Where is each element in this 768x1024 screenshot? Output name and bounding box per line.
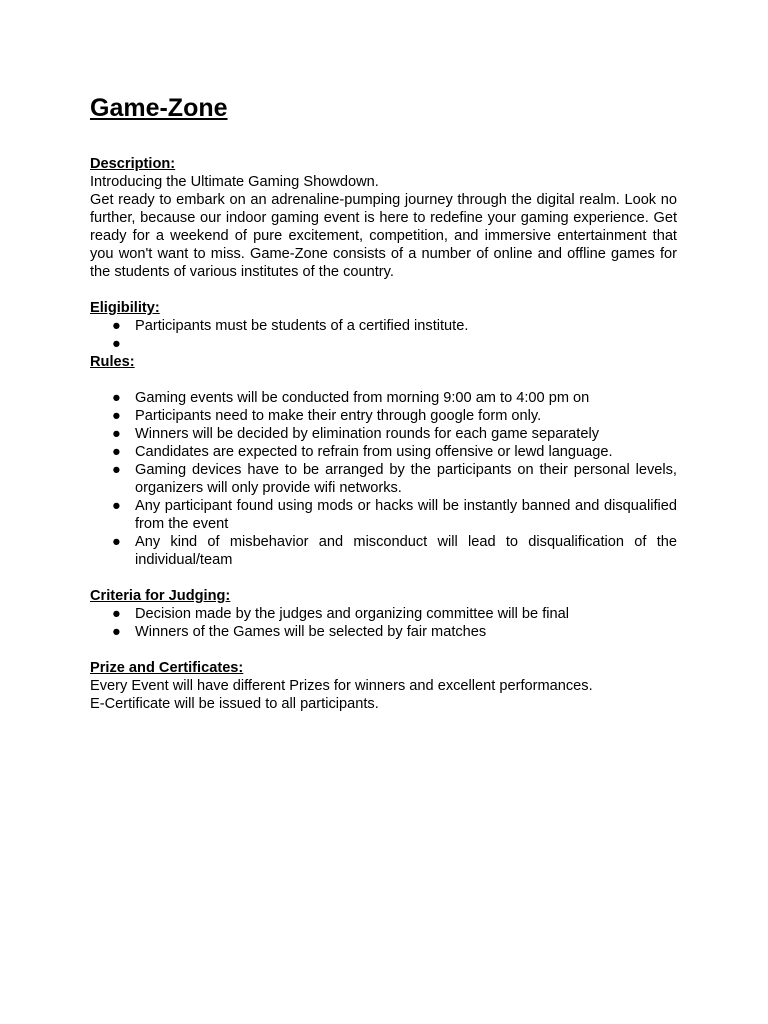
list-item xyxy=(90,335,677,353)
bullet-icon: ● xyxy=(112,408,121,424)
prizes-heading: Prize and Certificates: xyxy=(90,660,244,676)
list-item-text: Gaming devices have to be arranged by the participants on their personal levels, organizers will only provide wifi networks. xyxy=(135,462,677,496)
list-item-text: Decision made by the judges and organizing committee will be final xyxy=(135,606,569,622)
list-item xyxy=(90,605,677,623)
list-item xyxy=(90,425,677,443)
description-intro: Introducing the Ultimate Gaming Showdown. xyxy=(90,174,379,190)
document-content xyxy=(90,155,677,713)
bullet-icon: ● xyxy=(112,624,121,640)
rules-list xyxy=(90,389,677,569)
list-item-text: Winners will be decided by elimination rounds for each game separately xyxy=(135,426,599,442)
bullet-icon: ● xyxy=(112,462,121,478)
list-item xyxy=(90,389,677,407)
list-item xyxy=(90,443,677,461)
list-item xyxy=(90,623,677,641)
bullet-icon: ● xyxy=(112,390,121,406)
list-item-text: Participants need to make their entry through google form only. xyxy=(135,408,542,424)
list-item xyxy=(90,533,677,569)
list-item xyxy=(90,461,677,497)
eligibility-list xyxy=(90,317,677,353)
bullet-icon: ● xyxy=(112,426,121,442)
list-item-text: Participants must be students of a certified institute. xyxy=(135,318,469,334)
list-item-text: Gaming events will be conducted from morning 9:00 am to 4:00 pm on xyxy=(135,390,590,406)
bullet-icon: ● xyxy=(112,606,121,622)
rules-heading: Rules: xyxy=(90,354,135,370)
bullet-icon: ● xyxy=(112,318,121,334)
list-item-text: Any kind of misbehavior and misconduct will lead to disqualification of the individual/team xyxy=(135,534,677,568)
bullet-icon: ● xyxy=(112,498,121,514)
prizes-line-1: Every Event will have different Prizes for winners and excellent performances. xyxy=(90,678,593,694)
prizes-line-2: E-Certificate will be issued to all participants. xyxy=(90,696,379,712)
list-item-text: Any participant found using mods or hacks will be instantly banned and disqualified from the event xyxy=(135,498,677,532)
judging-heading: Criteria for Judging: xyxy=(90,588,231,604)
description-body: Get ready to embark on an adrenaline-pumping journey through the digital realm. Look no further, because our indoor gaming event is here to redefine your gaming experience. Get ready for a weekend of pure excitement, competition, and immersive entertainment that you won't want to miss. Game-Zone consists of a number of online and offline games for the students of various institutes of the country. xyxy=(90,192,677,280)
list-item-text: Winners of the Games will be selected by fair matches xyxy=(135,624,487,640)
bullet-icon: ● xyxy=(112,336,121,352)
list-item xyxy=(90,497,677,533)
bullet-icon: ● xyxy=(112,534,121,550)
list-item xyxy=(90,407,677,425)
list-item xyxy=(90,317,677,335)
list-item-text: Candidates are expected to refrain from using offensive or lewd language. xyxy=(135,444,613,460)
judging-list xyxy=(90,605,677,641)
document-title: Game-Zone xyxy=(90,94,228,122)
bullet-icon: ● xyxy=(112,444,121,460)
description-heading: Description: xyxy=(90,156,176,172)
eligibility-heading: Eligibility: xyxy=(90,300,160,316)
